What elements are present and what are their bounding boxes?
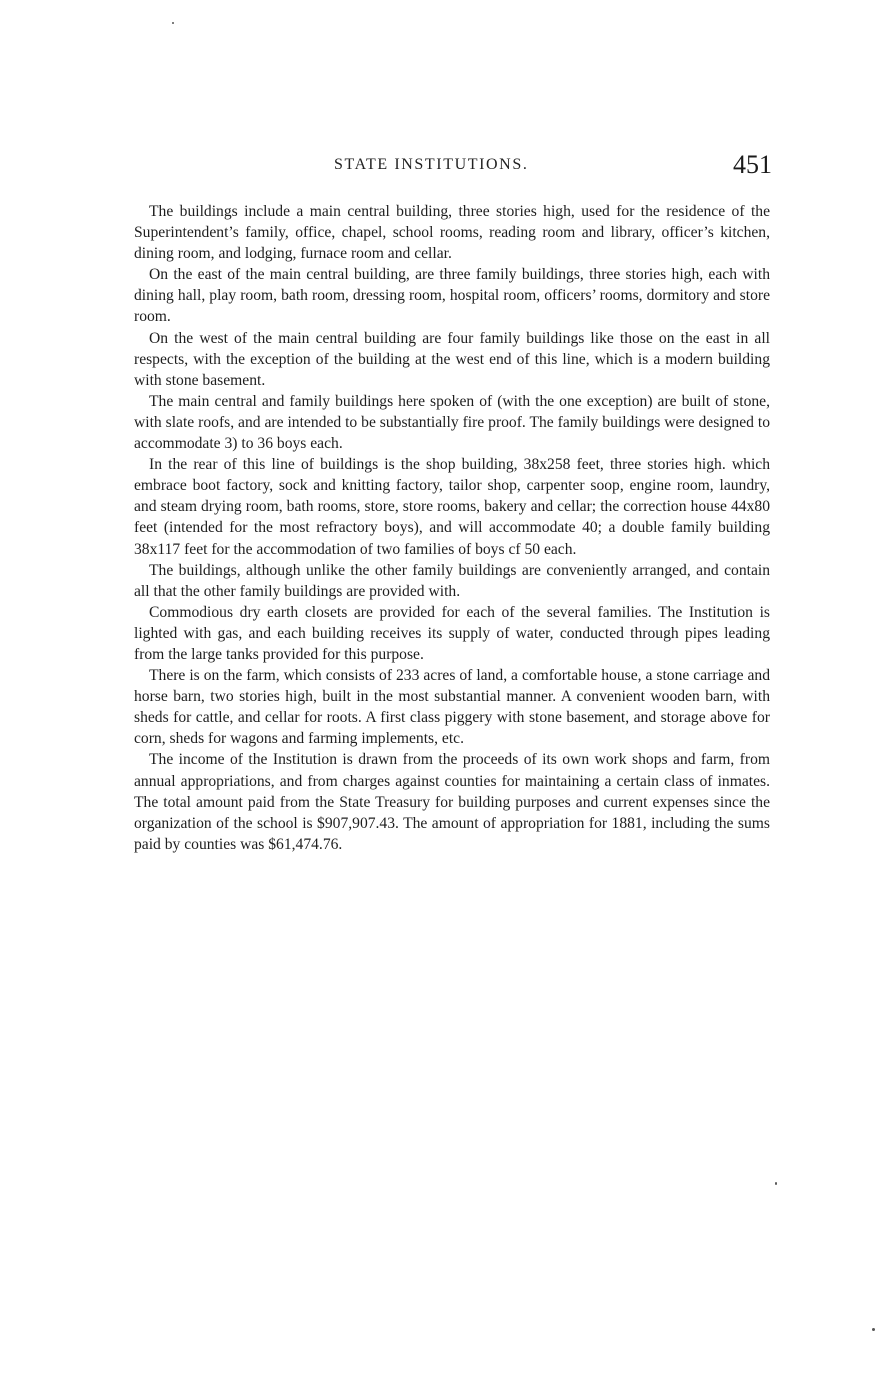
page-number: 451 — [733, 150, 772, 179]
scan-speck — [775, 1182, 777, 1185]
paragraph-west-buildings: On the west of the main central building are four family buildings like those on the east in all respects, with the exception of the building at the west end of this line, which is a modern building with stone basement. — [134, 329, 770, 389]
scan-speck — [872, 1328, 875, 1331]
paragraph-construction: The main central and family buildings here spoken of (with the one exception) are built of stone, with slate roofs, and are intended to be substantially fire proof. The family buildings were designed to accommodate 3) to 36 boys each. — [134, 392, 770, 453]
paragraph-east-buildings: On the east of the main central building, are three family buildings, three stories high, each with dining hall, play room, bath room, dressing room, hospital room, officers’ rooms, dormitory and store room. — [134, 266, 770, 326]
paragraph-shop-building: In the rear of this line of buildings is the shop building, 38x258 feet, three stories high. which embrace boot factory, sock and knitting factory, tailor shop, carpenter soop, engine room, laundry, and steam drying room, bath rooms, store, store rooms, bakery and cellar; the correction house 44x80 feet (intended for the most refractory boys), and will accommodate 40; a double family building 38x117 feet for the accommodation of two families of boys cf 50 each. — [134, 456, 770, 558]
body-text — [134, 201, 770, 855]
paragraph-buildings-overview: The buildings include a main central building, three stories high, used for the residence of the Superintendent’s family, office, chapel, school rooms, reading room and library, officer’s kitchen, dining room, and lodging, furnace room and cellar. — [134, 203, 770, 263]
paragraph-utilities: Commodious dry earth closets are provided for each of the several families. The Institution is lighted with gas, and each building receives its supply of water, conducted through pipes leading from the large tanks provided for this purpose. — [134, 603, 770, 663]
paragraph-income: The income of the Institution is drawn from the proceeds of its own work shops and farm, from annual appropriations, and from charges against counties for maintaining a certain class of inmates. The total amount paid from the State Treasury for building purposes and current expenses since the organization of the school is $907,907.43. The amount of appropriation for 1881, including the sums paid by counties was $61,474.76. — [134, 751, 770, 853]
running-head — [134, 150, 774, 184]
paragraph-arrangement: The buildings, although unlike the other family buildings are conveniently arranged, and contain all that the other family buildings are provided with. — [134, 561, 770, 600]
header-title: STATE INSTITUTIONS. — [334, 156, 529, 173]
paragraph-farm: There is on the farm, which consists of 233 acres of land, a comfortable house, a stone carriage and horse barn, two stories high, built in the most substantial manner. A convenient wooden barn, with sheds for cattle, and cellar for roots. A first class piggery with stone basement, and storage above for corn, sheds for wagons and farming implements, etc. — [134, 667, 770, 748]
scan-speck — [172, 22, 174, 24]
